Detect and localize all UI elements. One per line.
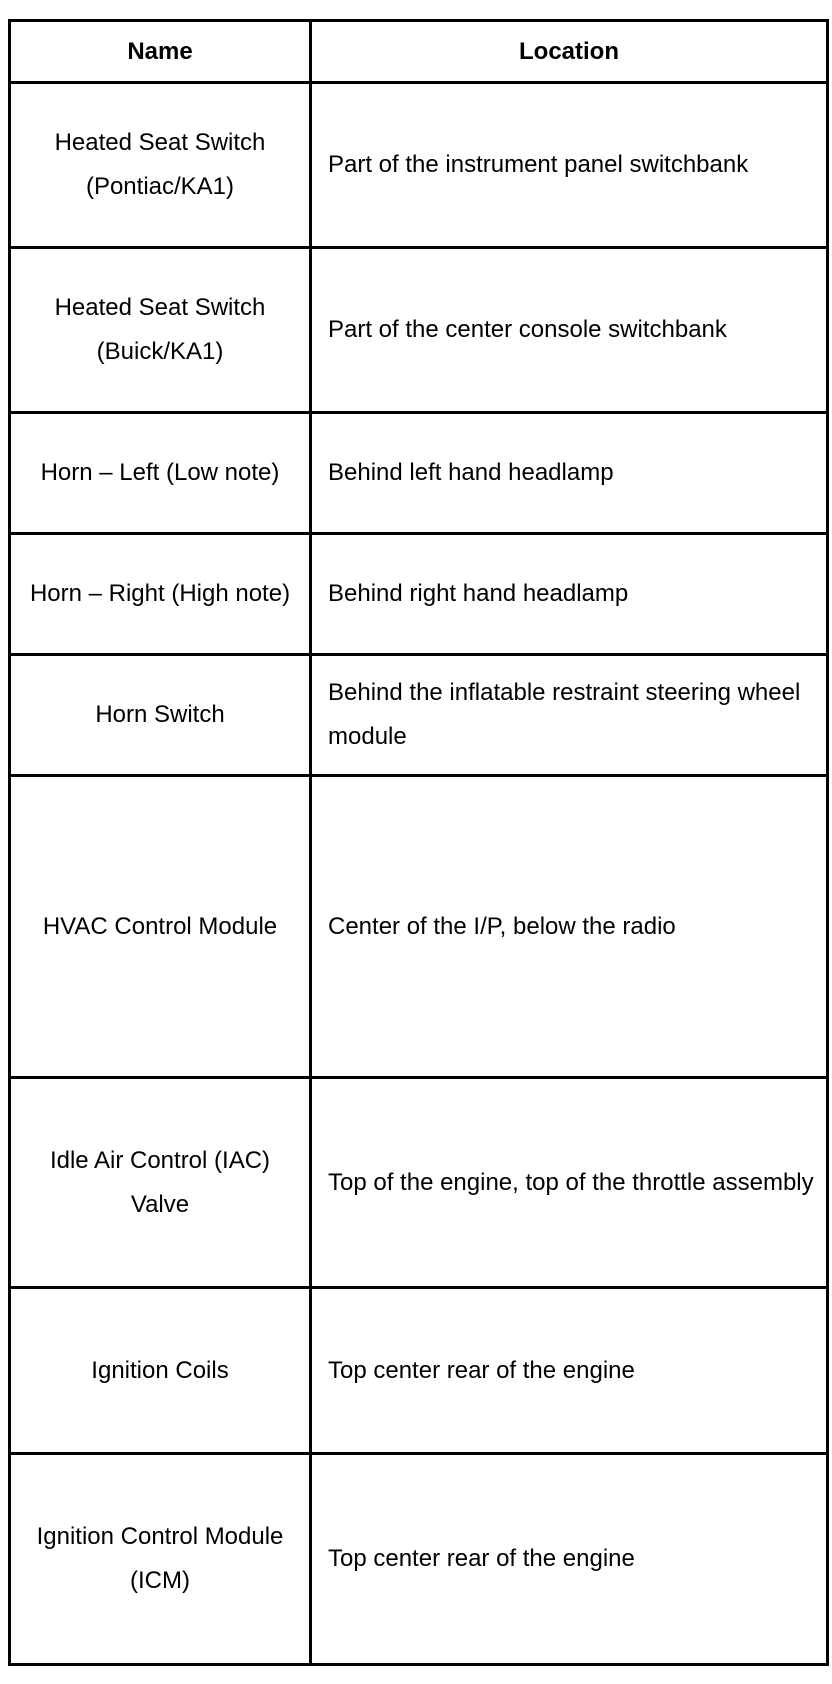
component-name: Horn – Left (Low note) [10,413,311,534]
table-row [10,248,828,413]
table-row [10,776,828,1078]
component-location: Top center rear of the engine [311,1454,828,1665]
component-location: Center of the I/P, below the radio [311,776,828,1078]
component-name: Idle Air Control (IAC) Valve [10,1078,311,1288]
component-location: Behind right hand headlamp [311,534,828,655]
component-name: Heated Seat Switch (Buick/KA1) [10,248,311,413]
table-row [10,1288,828,1454]
column-header-name: Name [10,21,311,83]
component-name: Horn – Right (High note) [10,534,311,655]
component-name: Ignition Coils [10,1288,311,1454]
table-row [10,83,828,248]
table-row [10,655,828,776]
component-location: Behind the inflatable restraint steering wheel module [311,655,828,776]
component-name: Heated Seat Switch (Pontiac/KA1) [10,83,311,248]
component-location: Top center rear of the engine [311,1288,828,1454]
component-location: Top of the engine, top of the throttle assembly [311,1078,828,1288]
table-row [10,1078,828,1288]
component-location-table [8,19,829,1666]
column-header-location: Location [311,21,828,83]
component-name: HVAC Control Module [10,776,311,1078]
component-name: Horn Switch [10,655,311,776]
table-row [10,534,828,655]
header-row [10,21,828,83]
component-name: Ignition Control Module (ICM) [10,1454,311,1665]
component-location: Part of the instrument panel switchbank [311,83,828,248]
table-row [10,1454,828,1665]
component-location: Part of the center console switchbank [311,248,828,413]
component-location: Behind left hand headlamp [311,413,828,534]
table-row [10,413,828,534]
